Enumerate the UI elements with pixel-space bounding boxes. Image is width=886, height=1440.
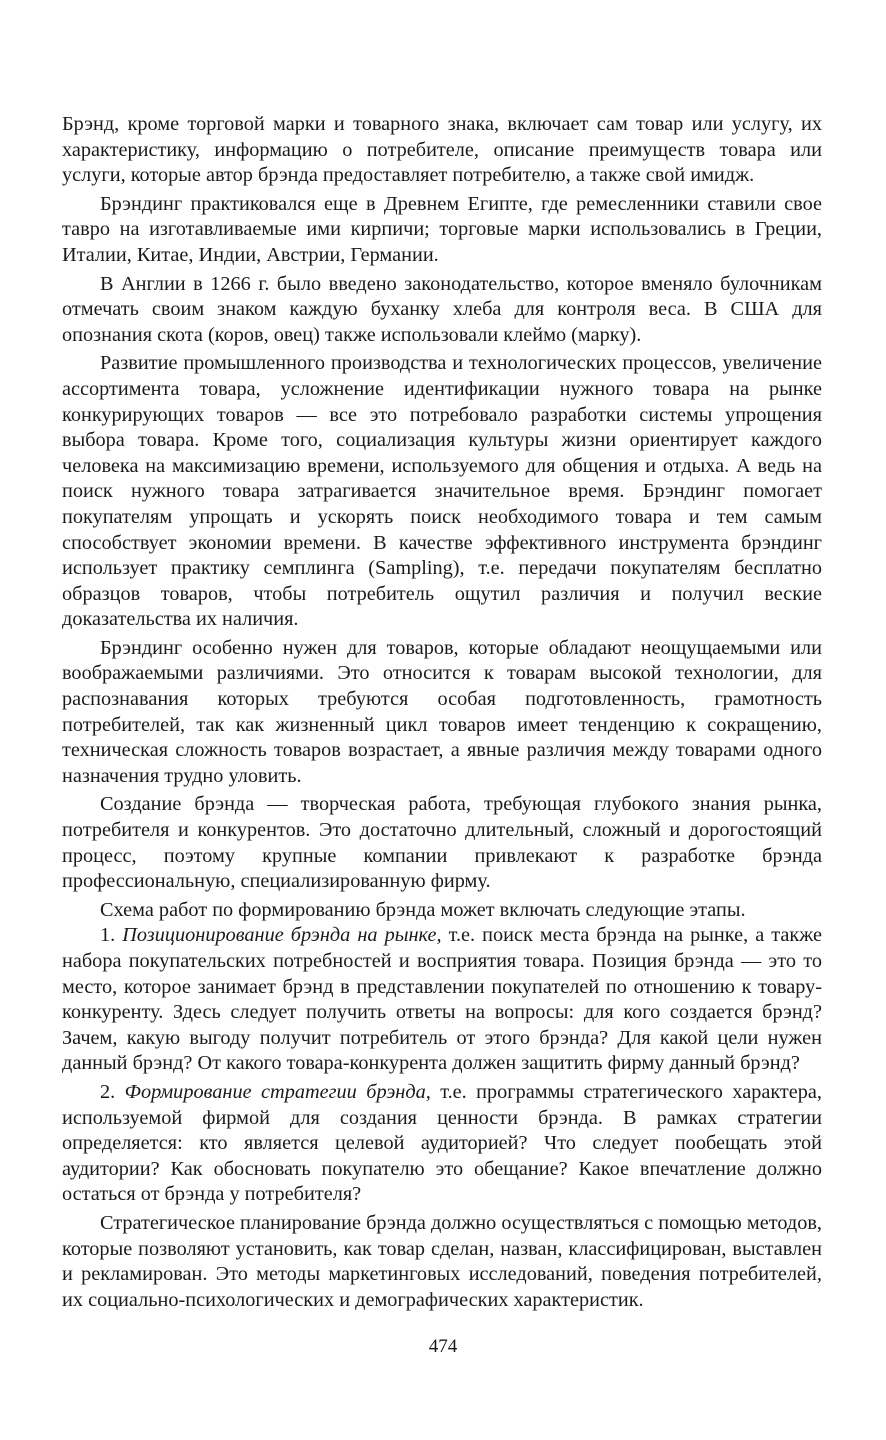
stage-text: т.е. поиск места брэнда на рынке, а также набора покупательских потребностей и восприятия товара. Позиция брэнда — это то место, которое занимает брэнд в представлении покупателей по отношению к товару-конкуренту. Здесь следует получить ответы на вопросы: для кого создается брэнд? Зачем, какую выгоду получит потребитель от этого брэнда? Для какой цели нужен данный брэнд? От какого товара-конкурента должен защитить фирму данный брэнд? [62, 924, 823, 1075]
paragraph-brand-definition: Брэнд, кроме торговой марки и товарного знака, включает сам товар или услугу, их характеристику, информацию о потребителе, описание преимуществ товара или услуги, которые автор брэнда предоставляет потребителю, а также свой имидж. [62, 113, 822, 187]
paragraph-england-law: В Англии в 1266 г. было введено законодательство, которое вменяло булочникам отмечать своим знаком каждую буханку хлеба для контроля веса. В США для опознания скота (коров, овец) также использовали клеймо (марку). [62, 272, 822, 346]
paragraph-high-tech-goods: Брэндинг особенно нужен для товаров, которые обладают неощущаемыми или воображаемыми различиями. Это относится к товарам высокой технологии, для распознавания которых требуются особая подготовленность, грамотность потребителей, так как жизненный цикл товаров имеет тенденцию к сокращению, техническая сложность товаров возрастает, а явные различия между товарами одного назначения трудно уловить. [62, 636, 822, 787]
paragraph-stage-positioning [62, 923, 822, 1077]
paragraph-strategic-planning: Стратегическое планирование брэнда должно осуществляться с помощью методов, которые позволяют установить, как товар сделан, назван, классифицирован, выставлен и рекламирован. Это методы маркетинговых исследований, поведения потребителей, их социально-психологических и демографических характеристик. [62, 1211, 822, 1311]
paragraph-stage-strategy [62, 1080, 822, 1208]
paragraph-industrial-development: Развитие промышленного производства и технологических процессов, увеличение ассортимента товара, усложнение идентификации нужного товара на рынке конкурирующих товаров — все это потребовало разработки системы упрощения выбора товара. Кроме того, социализация культуры жизни ориентирует каждого человека на максимизацию времени, используемого для общения и отдыха. А ведь на поиск нужного товара затрагивается значительное время. Брэндинг помогает покупателям упрощать и ускорять поиск необходимого товара и тем самым способствует экономии времени. В качестве эффективного инструмента брэндинг использует практику семплинга (Sampling), т.е. передачи покупателям бесплатно образцов товаров, чтобы потребитель ощутил различия и получил веские доказательства их наличия. [62, 352, 822, 631]
stage-title: Формирование стратегии брэнда, [124, 1080, 431, 1103]
paragraph-stages-intro: Схема работ по формированию брэнда может включать следующие этапы. [100, 898, 746, 921]
stage-title: Позиционирование брэнда на рынке, [122, 924, 442, 947]
page-number: 474 [428, 1336, 458, 1357]
paragraph-branding-history: Брэндинг практиковался еще в Древнем Египте, где ремесленники ставили свое тавро на изготавливаемые ими кирпичи; торговые марки использовались в Греции, Италии, Китае, Индии, Австрии, Германии. [62, 192, 822, 266]
stage-text: т.е. программы стратегического характера, используемой фирмой для создания ценности брэнда. В рамках стратегии определяется: кто является целевой аудиторией? Что следует пообещать этой аудитории? Как обосновать покупателю это обещание? Какое впечатление должно остаться от брэнда у потребителя? [62, 1080, 823, 1206]
page-body [62, 112, 822, 1316]
stage-number: 2. [100, 1080, 125, 1103]
stage-number: 1. [100, 924, 123, 947]
paragraph-brand-creation: Создание брэнда — творческая работа, требующая глубокого знания рынка, потребителя и конкурентов. Это достаточно длительный, сложный и дорогостоящий процесс, поэтому крупные компании привлекают к разработке брэнда профессиональную, специализированную фирму. [62, 793, 822, 893]
